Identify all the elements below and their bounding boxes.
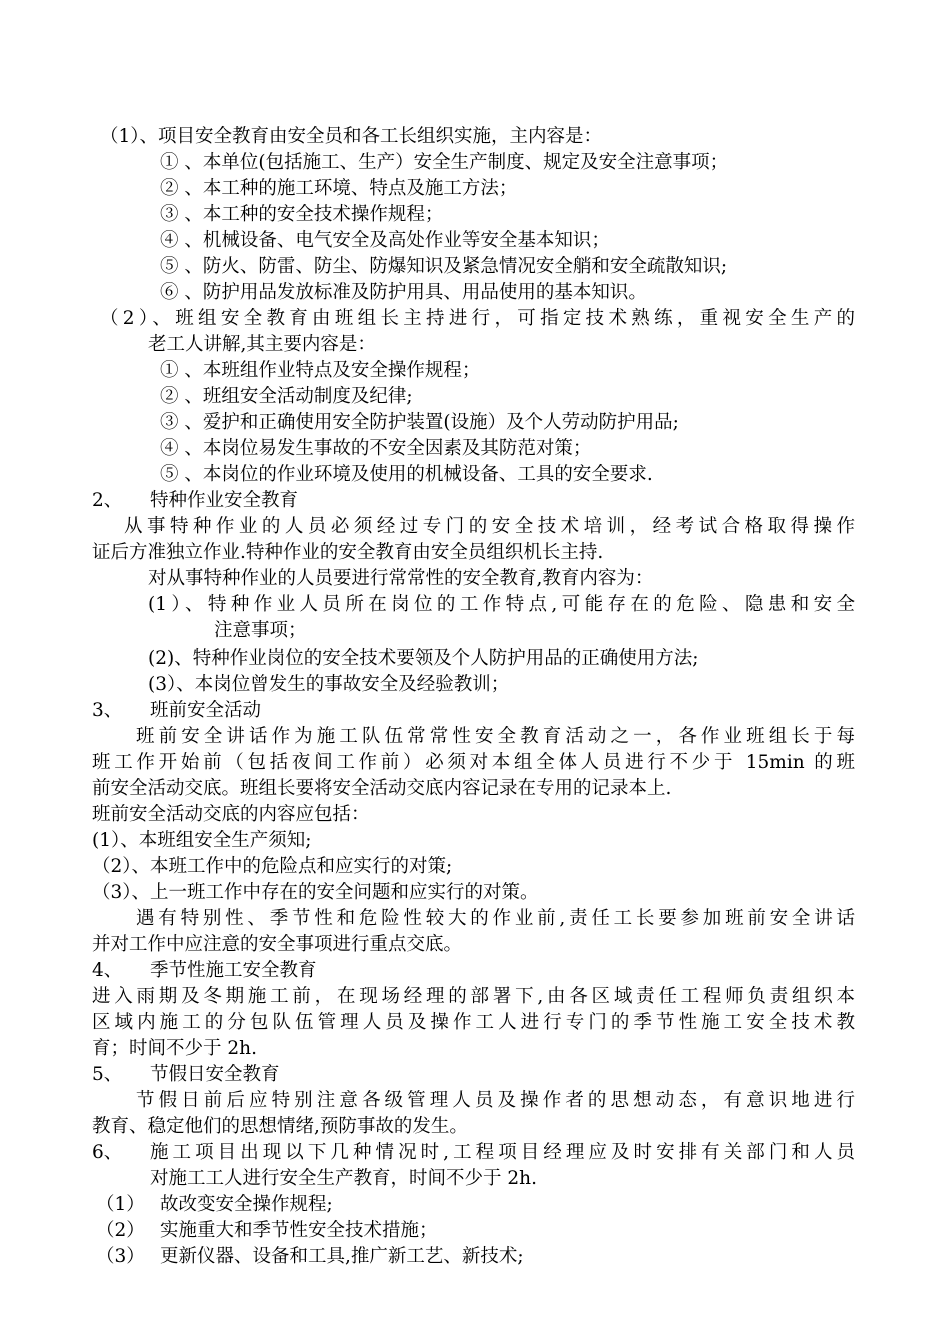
item2-point-2: ② 、班组安全活动制度及纪律; — [160, 386, 413, 407]
section3-para1-line1: 班前安全讲话作为施工队伍常常性安全教育活动之一，各作业班组长于每 — [136, 726, 855, 747]
section3-title: 班前安全活动 — [150, 700, 262, 721]
section3-para2: 班前安全活动交底的内容应包括： — [92, 804, 370, 825]
item2-point-1: ① 、本班组作业特点及安全操作规程； — [160, 360, 481, 381]
section3-item-3: （3）、上一班工作中存在的安全问题和应实行的对策。 — [92, 882, 539, 903]
section2-para1-line2: 证后方准独立作业.特种作业的安全教育由安全员组织机长主持. — [92, 542, 604, 563]
section5-number: 5、 — [92, 1064, 123, 1085]
section6-number: 6、 — [92, 1142, 123, 1163]
section6-title-line1: 施工项目出现以下几种情况时,工程项目经理应及时安排有关部门和人员 — [150, 1142, 855, 1163]
section5-para-line2: 教育、稳定他们的思想情绪,预防事故的发生。 — [92, 1116, 468, 1137]
section2-number: 2、 — [92, 490, 123, 511]
section6-item-3-number: （3） — [96, 1246, 145, 1267]
section2-para1-line1: 从事特种作业的人员必须经过专门的安全技术培训，经考试合格取得操作 — [124, 516, 855, 537]
section6-item-2-number: （2） — [96, 1220, 145, 1241]
section3-para1-line2: 班工作开始前（包括夜间工作前）必须对本组全体人员进行不少于 15min 的班 — [92, 752, 855, 773]
section2-item1-line2: 注意事项； — [214, 620, 307, 641]
item2-point-3: ③ 、爱护和正确使用安全防护装置(设施）及个人劳动防护用品; — [160, 412, 679, 433]
section3-para3-line2: 并对工作中应注意的安全事项进行重点交底。 — [92, 934, 463, 955]
item2-point-4: ④ 、本岗位易发生事故的不安全因素及其防范对策； — [160, 438, 592, 459]
section4-title: 季节性施工安全教育 — [150, 960, 317, 981]
section2-title: 特种作业安全教育 — [150, 490, 299, 511]
section4-para-line1: 进入雨期及冬期施工前，在现场经理的部署下,由各区域责任工程师负责组织本 — [92, 986, 855, 1007]
section6-title-line2: 对施工工人进行安全生产教育，时间不少于 2h. — [150, 1168, 537, 1189]
section2-para2: 对从事特种作业的人员要进行常常性的安全教育,教育内容为： — [148, 568, 654, 589]
section5-para-line1: 节假日前后应特别注意各级管理人员及操作者的思想动态，有意识地进行 — [136, 1090, 855, 1111]
section6-item-1-text: 故改变安全操作规程; — [160, 1194, 333, 1215]
item2-point-5: ⑤ 、本岗位的作业环境及使用的机械设备、工具的安全要求. — [160, 464, 653, 485]
section6-item-2-text: 实施重大和季节性安全技术措施； — [160, 1220, 438, 1241]
item2-heading-line1: （2）、班组安全教育由班组长主持进行，可指定技术熟练，重视安全生产的 — [100, 308, 855, 329]
item2-heading-line2: 老工人讲解,其主要内容是： — [148, 334, 376, 355]
section2-item1-line1: (1）、特种作业人员所在岗位的工作特点,可能存在的危险、隐患和安全 — [148, 594, 855, 615]
section3-para3-line1: 遇有特别性、季节性和危险性较大的作业前,责任工长要参加班前安全讲话 — [136, 908, 855, 929]
section4-para-line2: 区域内施工的分包队伍管理人员及操作工人进行专门的季节性施工安全技术教 — [92, 1012, 855, 1033]
section2-item2: (2)、特种作业岗位的安全技术要领及个人防护用品的正确使用方法; — [148, 648, 699, 669]
item1-point-2: ② 、本工种的施工环境、特点及施工方法； — [160, 178, 518, 199]
item1-point-5: ⑤ 、防火、防雷、防尘、防爆知识及紧急情况安全艄和安全疏散知识; — [160, 256, 728, 277]
section6-item-3-text: 更新仪器、设备和工具,推广新工艺、新技术; — [160, 1246, 524, 1267]
item1-heading: （1）、项目安全教育由安全员和各工长组织实施，主内容是： — [100, 126, 603, 147]
item1-point-1: ① 、本单位(包括施工、生产）安全生产制度、规定及安全注意事项； — [160, 152, 729, 173]
section2-item3: (3）、本岗位曾发生的事故安全及经验教训； — [148, 674, 510, 695]
item1-point-6: ⑥ 、防护用品发放标准及防护用具、用品使用的基本知识。 — [160, 282, 647, 303]
section3-para1-line3: 前安全活动交底。班组长要将安全活动交底内容记录在专用的记录本上. — [92, 778, 672, 799]
section6-item-1-number: （1） — [96, 1194, 145, 1215]
section3-number: 3、 — [92, 700, 123, 721]
item1-point-4: ④ 、机械设备、电气安全及高处作业等安全基本知识； — [160, 230, 610, 251]
item1-point-3: ③ 、本工种的安全技术操作规程； — [160, 204, 444, 225]
section3-item-1: (1）、本班组安全生产须知; — [92, 830, 312, 851]
section3-item-2: （2）、本班工作中的危险点和应实行的对策; — [92, 856, 453, 877]
section4-number: 4、 — [92, 960, 123, 981]
section4-para-line3: 育；时间不少于 2h. — [92, 1038, 257, 1059]
section5-title: 节假日安全教育 — [150, 1064, 280, 1085]
